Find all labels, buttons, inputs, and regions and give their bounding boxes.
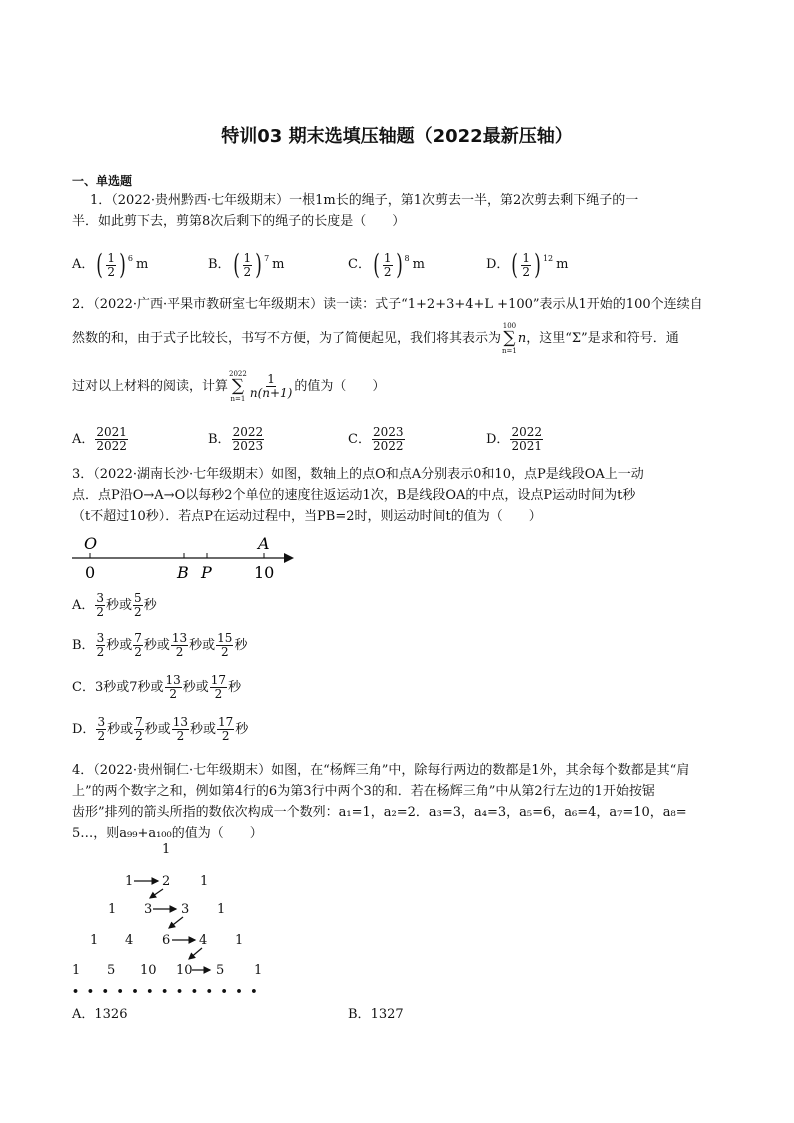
q4-option-b[interactable]: B．1327 (348, 1007, 404, 1022)
denominator: 2 (220, 645, 229, 659)
unit-text: 秒或 (144, 721, 171, 737)
denominator: 2 (96, 605, 105, 619)
q2-line3-text-b: 的值为（ ） (294, 378, 386, 394)
unit-text: 秒或 (106, 597, 133, 613)
numerator: 13 (165, 673, 181, 687)
triangle-r3-2: 3 (144, 902, 153, 917)
sum-upper: 2022 (229, 370, 247, 378)
numerator: 2023 (372, 425, 404, 439)
denominator: 2 (176, 729, 185, 743)
triangle-r1-1: 1 (162, 842, 171, 857)
denominator: 2 (522, 264, 531, 279)
option-label: A． (72, 431, 95, 447)
option-label: D． (72, 721, 96, 737)
q4-line1: 4．（2022·贵州铜仁·七年级期末）如图，在“杨辉三角”中，除每行两边的数都是1外，其余每个数都是其“肩 (72, 763, 690, 778)
option-prefix: 3秒或7秒或 (94, 679, 164, 695)
q2-line3-text-a: 过对以上材料的阅读，计算 (72, 378, 229, 394)
q1-option-a[interactable] (72, 250, 148, 280)
sigma-icon: ∑ (503, 328, 516, 348)
triangle-r5-4: 10 (176, 963, 193, 978)
triangle-r4-2: 4 (125, 933, 134, 948)
triangle-r4-5: 1 (235, 933, 244, 948)
sum-body: n (517, 330, 527, 346)
fraction (95, 426, 128, 453)
option-label: C． (348, 431, 371, 447)
section-heading: 一、单选题 (72, 174, 133, 188)
triangle-r2-3: 1 (200, 874, 209, 889)
left-paren: ( (232, 248, 240, 281)
q1-option-c[interactable] (348, 250, 425, 280)
q2-line1: 2．（2022·广西·平果市教研室七年级期末）读一读：式子“1+2+3+4+L +100”表示从1开始的100个连续自 (72, 297, 703, 312)
left-paren: ( (96, 248, 104, 281)
triangle-r3-3: 3 (181, 902, 190, 917)
sum-lower: n=1 (230, 395, 246, 403)
fraction (133, 632, 143, 659)
triangle-r2-1: 1 (125, 874, 134, 889)
fraction (96, 716, 106, 743)
left-paren: ( (511, 248, 519, 281)
triangle-r5-5: 5 (216, 963, 225, 978)
triangle-r5-3: 10 (140, 963, 157, 978)
fraction (133, 592, 143, 619)
denominator: 2 (134, 645, 142, 659)
fraction (372, 426, 405, 453)
fraction (243, 252, 253, 279)
fraction (96, 632, 106, 659)
denominator: 2 (175, 645, 184, 659)
triangle-r5-2: 5 (107, 963, 116, 978)
fraction (106, 252, 116, 279)
denominator: 2021 (511, 439, 542, 453)
sum-symbol-100 (502, 322, 517, 355)
q3-option-d[interactable] (72, 716, 248, 743)
label-a: A (258, 534, 270, 553)
right-paren: ) (534, 248, 541, 281)
q3-option-a[interactable] (72, 592, 157, 619)
numerator: 1 (107, 250, 115, 265)
numerator: 13 (171, 631, 188, 645)
unit: m (272, 257, 285, 272)
sigma-icon: ∑ (231, 376, 244, 396)
power-base (231, 250, 265, 280)
label-b: B (177, 563, 189, 582)
left-paren: ( (373, 248, 380, 281)
q2-option-d[interactable] (486, 426, 544, 453)
numerator: 17 (210, 673, 227, 687)
triangle-r5-6: 1 (254, 963, 263, 978)
numerator: 2022 (232, 425, 264, 439)
denominator: 2023 (232, 439, 264, 453)
numerator: 7 (134, 631, 142, 645)
arrow-down-left-icon (150, 889, 163, 898)
page-title: 特训03 期末选填压轴题（2022最新压轴） (221, 126, 573, 147)
unit-text: 秒 (235, 721, 249, 737)
unit-text: 秒或 (143, 637, 170, 653)
q3-line3: （t不超过10秒）．若点P在运动过程中，当PB=2时，则运动时间t的值为（ ） (72, 509, 542, 524)
q2-option-b[interactable] (208, 426, 265, 453)
fraction (134, 716, 144, 743)
denominator: 2 (96, 645, 105, 659)
numerator: 1 (243, 250, 252, 265)
label-ten: 10 (254, 563, 275, 582)
q4-line2: 上”的两个数字之和，例如第4行的6为第3行中两个3的和．若在杨辉三角”中从第2行左边的1开始按锯 (72, 784, 655, 799)
numerator: 1 (522, 250, 531, 265)
fraction (210, 674, 227, 701)
triangle-r4-3: 6 (162, 933, 171, 948)
denominator: 2 (134, 605, 142, 619)
denominator: 2022 (372, 439, 404, 453)
arrow-down-left-icon (169, 917, 183, 928)
exponent: 7 (264, 254, 270, 263)
denominator: 2 (243, 264, 252, 279)
label-o: O (84, 534, 98, 553)
denominator: 2 (383, 264, 392, 279)
unit-text: 秒或 (107, 721, 134, 737)
unit: m (556, 257, 569, 272)
numerator: 3 (97, 715, 106, 729)
triangle-r4-1: 1 (90, 933, 99, 948)
numerator: 17 (218, 715, 234, 729)
q4-line4: 5…，则a₉₉+a₁₀₀的值为（ ） (72, 826, 263, 841)
unit-text: 秒或 (190, 721, 217, 737)
numerator: 15 (217, 631, 233, 645)
option-label: B． (208, 257, 231, 272)
option-label: D． (486, 431, 510, 447)
exponent: 8 (404, 254, 410, 263)
option-label: B． (72, 637, 95, 653)
unit-text: 秒或 (106, 637, 133, 653)
numerator: 7 (135, 715, 143, 729)
q4-option-a[interactable]: A．1326 (72, 1007, 128, 1022)
unit-text: 秒或 (182, 679, 209, 695)
option-label: A． (72, 597, 95, 613)
option-label: D． (486, 257, 510, 272)
exponent: 12 (542, 254, 554, 263)
numerator: 2021 (96, 425, 127, 439)
label-p: P (201, 563, 212, 582)
right-paren: ) (395, 248, 403, 281)
numerator: 5 (134, 591, 142, 605)
fraction (383, 252, 393, 279)
q2-line2-text-b: ，这里“Σ”是求和符号．通 (526, 330, 679, 346)
triangle-r2-2: 2 (162, 874, 171, 889)
fraction (217, 716, 234, 743)
q1-option-d[interactable] (486, 250, 568, 280)
fraction (521, 252, 531, 279)
right-paren: ) (255, 248, 262, 281)
denominator: 2 (221, 729, 230, 743)
q3-option-c[interactable] (72, 674, 241, 701)
q1-line2: 半．如此剪下去，剪第8次后剩下的绳子的长度是（ ） (72, 214, 406, 229)
q2-line2-text-a: 然数的和，由于式子比较长，书写不方便，为了简便起见，我们将其表示为 (72, 330, 502, 346)
power-base (371, 250, 405, 280)
q4-line3: 齿形”排列的箭头所指的数依次构成一个数列：a₁=1，a₂=2．a₃=3，a₄=3，a₅=6，a₆=4，a₇=10，a₈= (72, 805, 687, 820)
option-label: C． (72, 679, 95, 695)
triangle-r5-1: 1 (72, 963, 81, 978)
denominator: 2022 (96, 439, 127, 453)
triangle-r3-1: 1 (108, 902, 117, 917)
unit-text: 秒 (228, 679, 242, 695)
triangle-r4-4: 4 (199, 933, 208, 948)
label-zero: 0 (85, 563, 96, 582)
q3-option-b[interactable] (72, 632, 247, 659)
unit-text: 秒 (234, 637, 248, 653)
q1-option-b[interactable] (208, 250, 285, 280)
triangle-r3-4: 1 (217, 902, 226, 917)
triangle-continuation-dots: • • • • • • • • • • • • • (72, 985, 260, 998)
exponent: 6 (127, 254, 133, 263)
numerator: 3 (96, 631, 105, 645)
numerator: 1 (383, 250, 392, 265)
power-base (509, 250, 543, 280)
unit-text: 秒 (143, 597, 157, 613)
unit-text: 秒或 (189, 637, 216, 653)
fraction (216, 632, 233, 659)
right-paren: ) (119, 248, 126, 281)
option-label: B． (208, 431, 231, 447)
sum-fraction: $\frac{1}{n(n+1)}$ (249, 372, 293, 400)
fraction (95, 592, 105, 619)
denominator: 2 (97, 729, 106, 743)
numerator: 3 (96, 591, 105, 605)
q2-option-a[interactable] (72, 426, 129, 453)
q3-line1: 3．（2022·湖南长沙·七年级期末）如图，数轴上的点O和点A分别表示0和10，点P是线段OA上一动 (72, 467, 644, 482)
numerator: 2022 (511, 425, 542, 439)
arrow-down-left-icon (189, 948, 202, 959)
fraction (165, 674, 182, 701)
unit: m (412, 257, 425, 272)
unit: m (136, 257, 149, 272)
fraction (171, 632, 188, 659)
sum-lower: n=1 (502, 347, 517, 355)
denominator: 2 (214, 687, 223, 701)
zigzag-arrows (0, 0, 300, 1000)
fraction (510, 426, 543, 453)
denominator: 2 (135, 729, 143, 743)
q1-line1: 1．（2022·贵州黔西·七年级期末）一根1m长的绳子，第1次剪去一半，第2次剪去剩下绳子的一 (90, 193, 639, 208)
denominator: 2 (107, 264, 115, 279)
power-base (94, 250, 128, 280)
sum-upper: 100 (502, 322, 517, 330)
fraction (172, 716, 189, 743)
q3-line2: 点．点P沿O→A→O以每秒2个单位的速度往返运动1次，B是线段OA的中点，设点P运动时间为t秒 (72, 488, 636, 503)
denominator: 2 (169, 687, 177, 701)
numerator: 13 (172, 715, 189, 729)
option-label: C． (348, 257, 371, 272)
q2-option-c[interactable] (348, 426, 406, 453)
fraction (232, 426, 265, 453)
option-label: A． (72, 257, 95, 272)
